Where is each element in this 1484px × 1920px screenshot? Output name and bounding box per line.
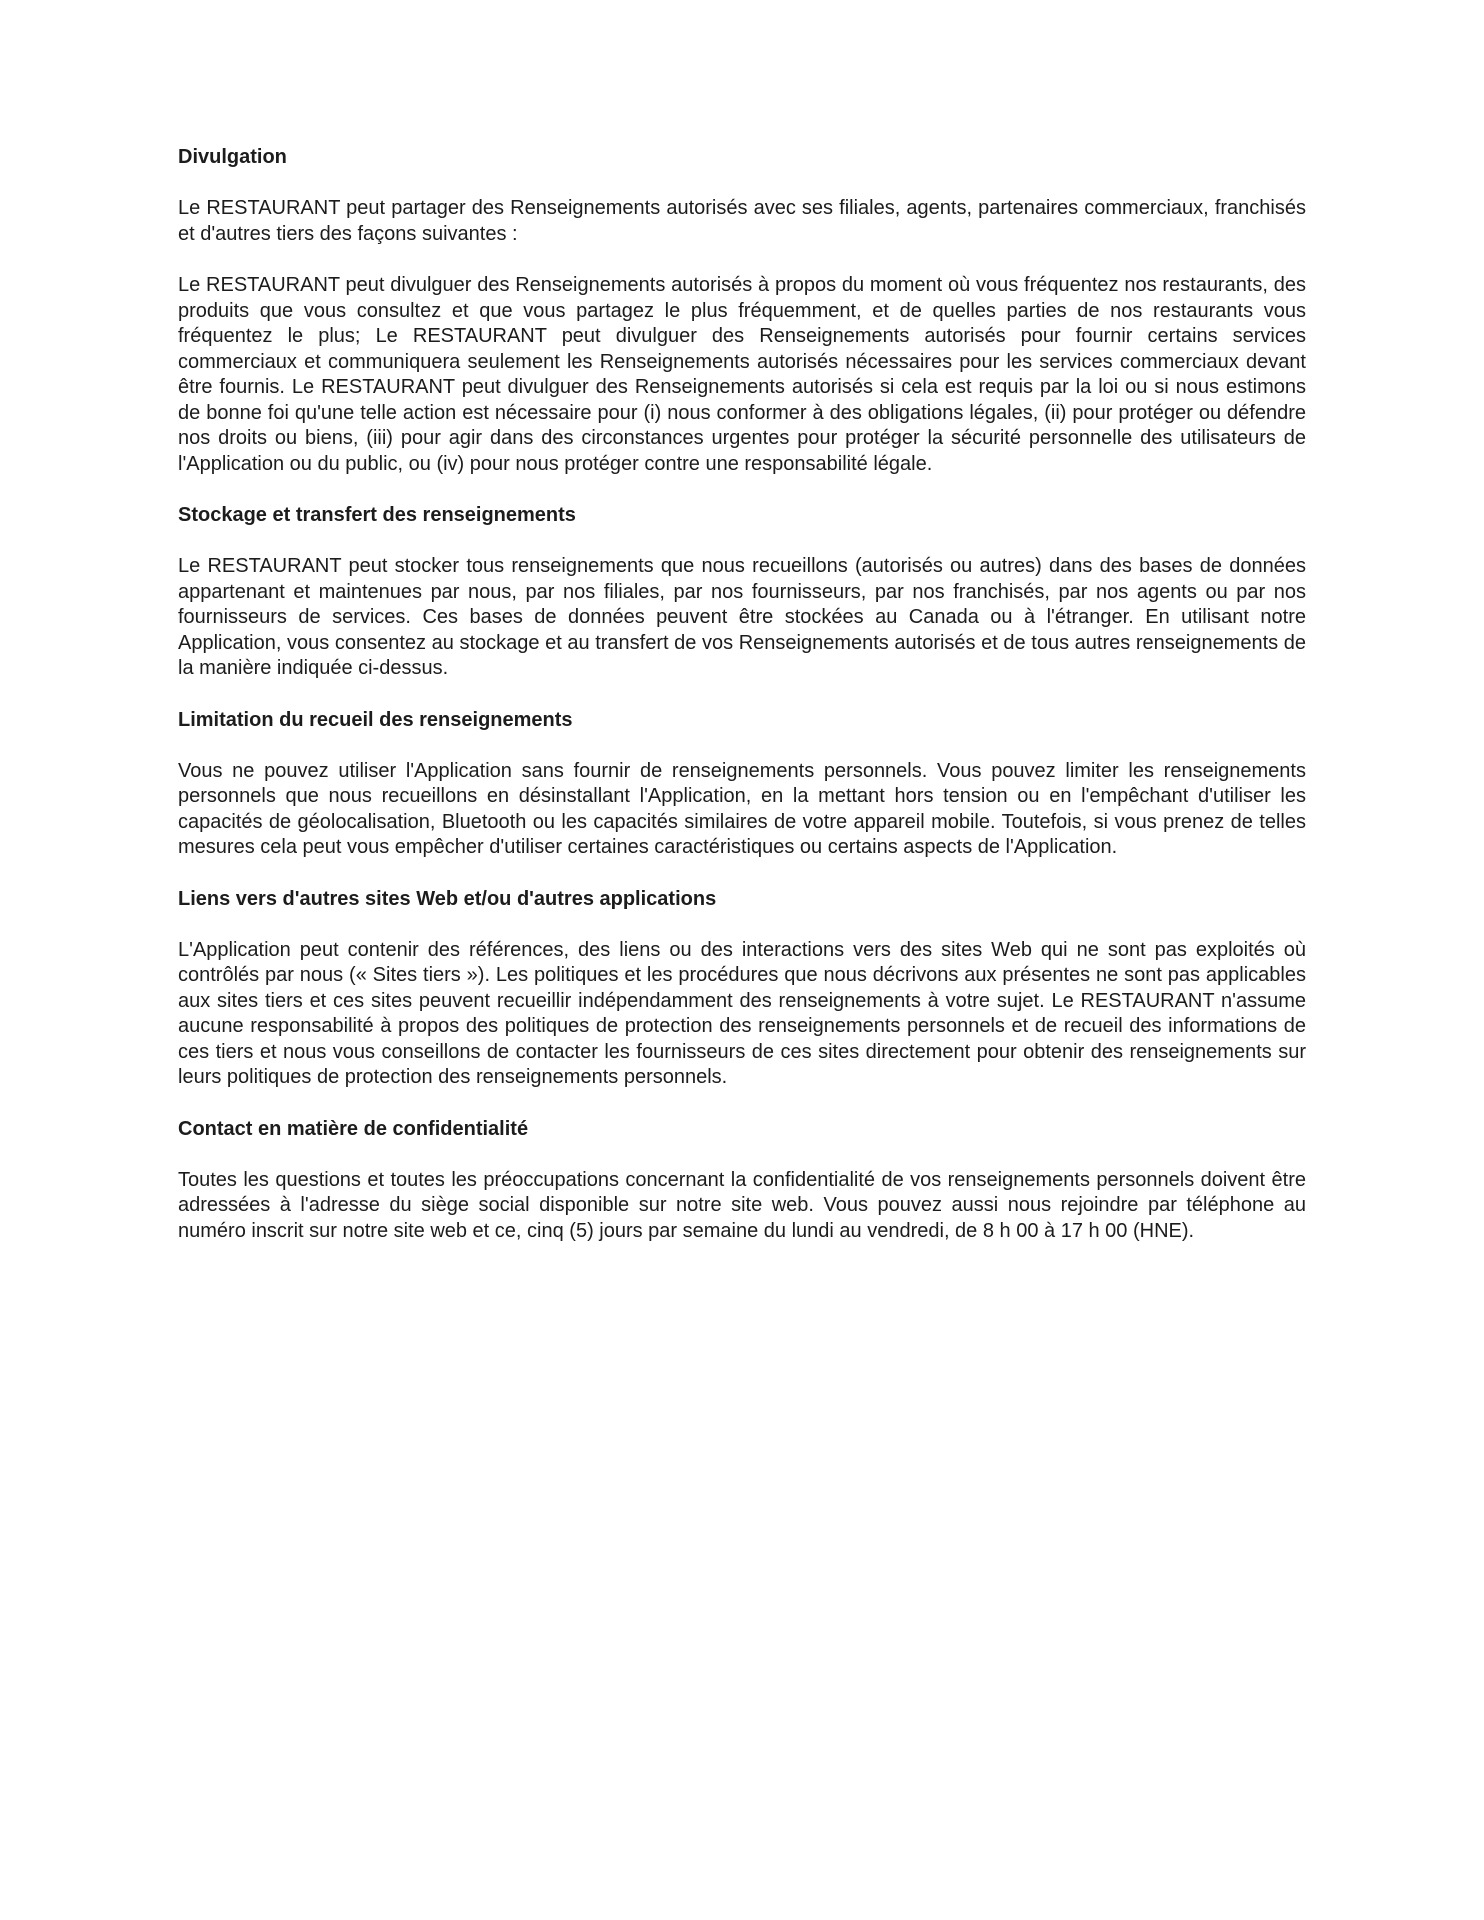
section-heading: Liens vers d'autres sites Web et/ou d'autres applications [178, 887, 717, 910]
section-heading: Contact en matière de confidentialité [178, 1117, 529, 1140]
paragraph: Le RESTAURANT peut stocker tous renseignements que nous recueillons (autorisés ou autres) dans des bases de données appartenant et maintenues par nous, par nos filiales, par nos fournisseurs, par nos franchisés, par nos agents ou par nos fournisseurs de services. Ces bases de données peuvent être stockées au Canada ou à l'étranger. En utilisant notre Application, vous consentez au stockage et au transfert de vos Renseignements autorisés et de tous autres renseignements de la manière indiquée ci-dessus. [178, 555, 1306, 679]
paragraph: L'Application peut contenir des références, des liens ou des interactions vers des sites Web qui ne sont pas exploités où contrôlés par nous (« Sites tiers »). Les politiques et les procédures que nous décrivons aux présentes ne sont pas applicables aux sites tiers et ces sites peuvent recueillir indépendamment des renseignements à votre sujet. Le RESTAURANT n'assume aucune responsabilité à propos des politiques de protection des renseignements personnels et de recueil des informations de ces tiers et nous vous conseillons de contacter les fournisseurs de ces sites directement pour obtenir des renseignements sur leurs politiques de protection des renseignements personnels. [178, 938, 1306, 1088]
section-contact-confidentialite [178, 1117, 1306, 1245]
section-heading: Stockage et transfert des renseignements [178, 504, 576, 526]
paragraph: Le RESTAURANT peut divulguer des Renseignements autorisés à propos du moment où vous fréquentez nos restaurants, des produits que vous consultez et que vous partagez le plus fréquemment, et de quelles parties de nos restaurants vous fréquentez le plus; Le RESTAURANT peut divulguer des Renseignements autorisés pour fournir certains services commerciaux et communiquera seulement les Renseignements autorisés nécessaires pour les services commerciaux devant être fournis. Le RESTAURANT peut divulguer des Renseignements autorisés si cela est requis par la loi ou si nous estimons de bonne foi qu'une telle action est nécessaire pour (i) nous conformer à des obligations légales, (ii) pour protéger ou défendre nos droits ou biens, (iii) pour agir dans des circonstances urgentes pour protéger la sécurité personnelle des utilisateurs de l'Application ou du public, ou (iv) pour nous protéger contre une responsabilité légale. [178, 274, 1306, 475]
paragraph: Le RESTAURANT peut partager des Renseignements autorisés avec ses filiales, agents, partenaires commerciaux, franchisés et d'autres tiers des façons suivantes : [178, 197, 1306, 245]
section-liens-sites-tiers [178, 887, 1306, 1091]
section-divulgation [178, 145, 1306, 477]
section-heading: Limitation du recueil des renseignements [178, 708, 573, 731]
section-stockage-transfert [178, 503, 1306, 682]
section-limitation-recueil [178, 708, 1306, 861]
section-heading: Divulgation [178, 146, 287, 168]
paragraph: Vous ne pouvez utiliser l'Application sans fournir de renseignements personnels. Vous pouvez limiter les renseignements personnels que nous recueillons en désinstallant l'Application, en la mettant hors tension ou en l'empêchant d'utiliser les capacités de géolocalisation, Bluetooth ou les capacités similaires de votre appareil mobile. Toutefois, si vous prenez de telles mesures cela peut vous empêcher d'utiliser certaines caractéristiques ou certains aspects de l'Application. [178, 759, 1306, 858]
paragraph: Toutes les questions et toutes les préoccupations concernant la confidentialité de vos renseignements personnels doivent être adressées à l'adresse du siège social disponible sur notre site web. Vous pouvez aussi nous rejoindre par téléphone au numéro inscrit sur notre site web et ce, cinq (5) jours par semaine du lundi au vendredi, de 8 h 00 à 17 h 00 (HNE). [178, 1168, 1306, 1242]
